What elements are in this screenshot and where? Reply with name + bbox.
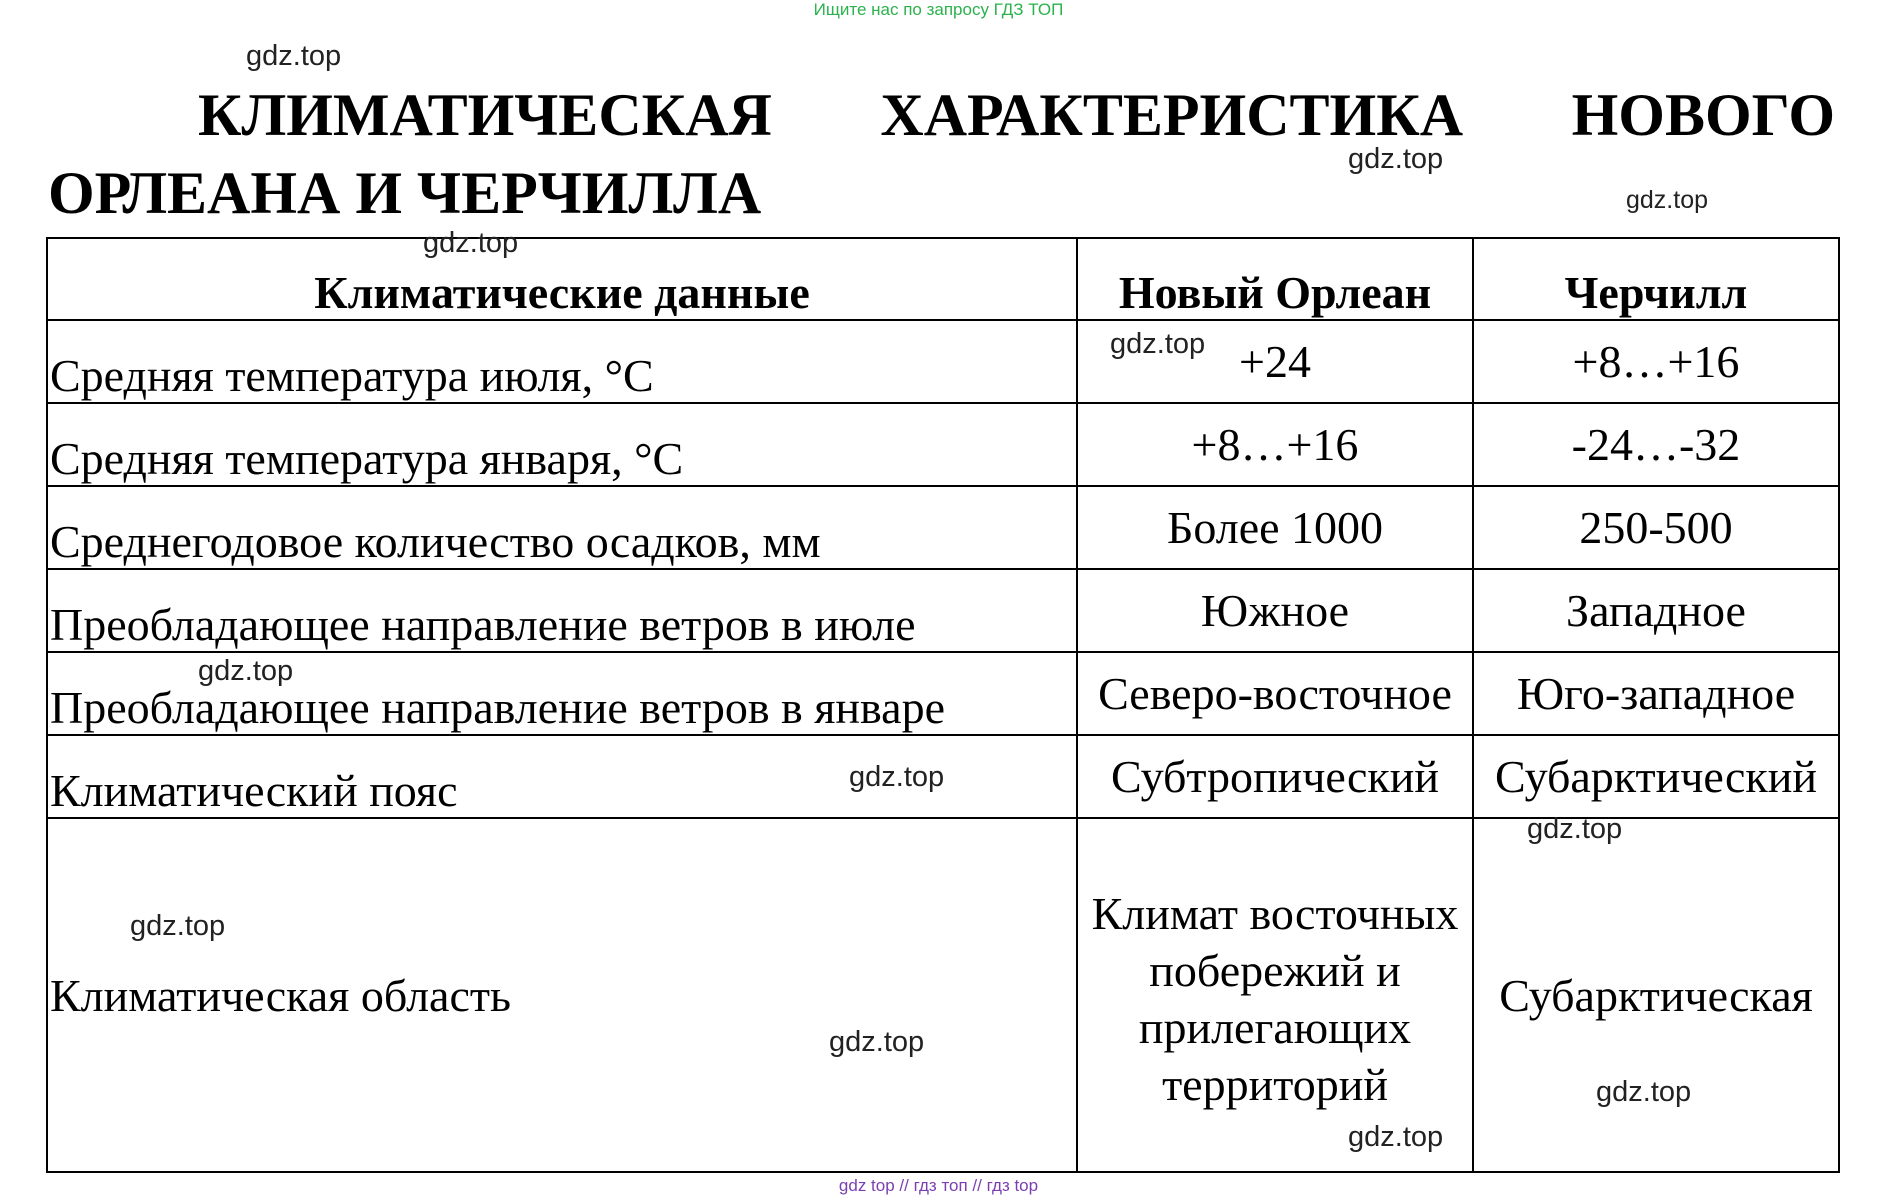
watermark: gdz.top [423, 227, 519, 259]
watermark: gdz.top [1626, 186, 1709, 214]
watermark: gdz.top [198, 655, 294, 687]
watermark: gdz.top [849, 761, 945, 793]
watermark: gdz.top [1348, 143, 1444, 175]
watermark: gdz.top [1596, 1076, 1692, 1108]
header-climate-data: Климатические данные [47, 238, 1077, 320]
new-orleans-value: Субтропический [1077, 735, 1473, 818]
row-label: Климатическая область [47, 818, 1077, 1172]
table-row [47, 569, 1839, 652]
row-label: Среднегодовое количество осадков, мм [47, 486, 1077, 569]
table-row [47, 486, 1839, 569]
churchill-value: Западное [1473, 569, 1839, 652]
new-orleans-value: Климат восточных побережий и прилегающих территорий [1077, 818, 1473, 1172]
churchill-value: Субарктическая [1473, 818, 1839, 1172]
table-row [47, 320, 1839, 403]
table-row [47, 403, 1839, 486]
row-label: Климатический пояс [47, 735, 1077, 818]
new-orleans-value: Южное [1077, 569, 1473, 652]
watermark: gdz.top [130, 910, 226, 942]
new-orleans-value: +8…+16 [1077, 403, 1473, 486]
table-row [47, 818, 1839, 1172]
header-new-orleans: Новый Орлеан [1077, 238, 1473, 320]
row-label: Преобладающее направление ветров в июле [47, 569, 1077, 652]
churchill-value: Юго-западное [1473, 652, 1839, 735]
new-orleans-value: Более 1000 [1077, 486, 1473, 569]
watermark: gdz.top [1110, 328, 1206, 360]
bottom-banner: gdz top // гдз топ // гдз top [838, 1176, 1039, 1195]
new-orleans-value: Северо-восточное [1077, 652, 1473, 735]
churchill-value: -24…-32 [1473, 403, 1839, 486]
watermark: gdz.top [1348, 1121, 1444, 1153]
header-churchill: Черчилл [1473, 238, 1839, 320]
top-banner: Ищите нас по запросу ГДЗ ТОП [813, 0, 1064, 19]
churchill-value: Субарктический [1473, 735, 1839, 818]
churchill-value: +8…+16 [1473, 320, 1839, 403]
table-header-row [47, 238, 1839, 320]
new-orleans-value: +24 [1077, 320, 1473, 403]
page-title: КЛИМАТИЧЕСКАЯ ХАРАКТЕРИСТИКА НОВОГО ОРЛЕАНА И ЧЕРЧИЛЛА [48, 82, 1835, 226]
row-label: Преобладающее направление ветров в январе [47, 652, 1077, 735]
row-label: Средняя температура января, °С [47, 403, 1077, 486]
watermark: gdz.top [246, 40, 342, 72]
watermark: gdz.top [1527, 813, 1623, 845]
watermark: gdz.top [829, 1026, 925, 1058]
churchill-value: 250-500 [1473, 486, 1839, 569]
climate-table [46, 237, 1840, 1173]
row-label: Средняя температура июля, °С [47, 320, 1077, 403]
table-row [47, 652, 1839, 735]
